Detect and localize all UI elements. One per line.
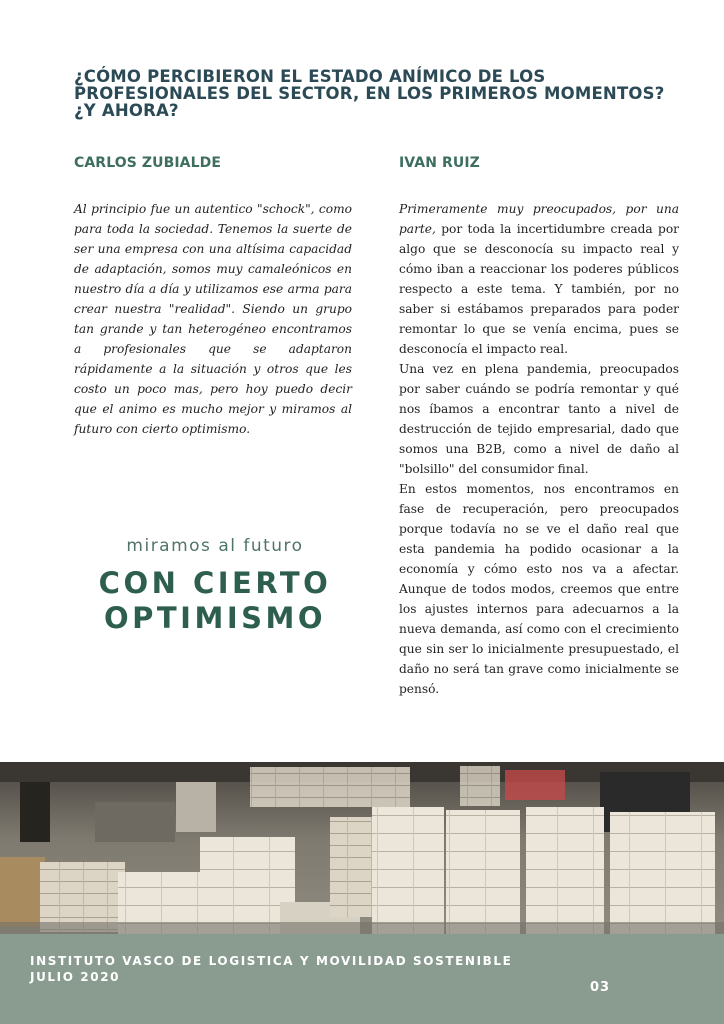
pull-quote-small: miramos al futuro — [126, 536, 304, 556]
pull-quote-big: CON CIERTO OPTIMISMO — [98, 566, 332, 635]
question-heading: ¿CÓMO PERCIBIERON EL ESTADO ANÍMICO DE LOS PROFESIONALES DEL SECTOR, EN LOS PRIMEROS MOMENTOS? ¿Y AHORA? — [74, 67, 665, 120]
warehouse-photo — [0, 762, 724, 934]
right-answer-paragraph-1 — [399, 199, 679, 359]
page-number: 03 — [590, 980, 611, 995]
interviewee-name-right: IVAN RUIZ — [399, 155, 480, 171]
right-answer-text — [399, 199, 679, 699]
right-answer-p1-rest: por toda la incertidumbre creada por algo que se desconocía su impacto real y cómo iban a reaccionar los poderes públicos respecto a este tema. Y también, por no saber si estábamos preparados para poder remontar lo que se venía encima, pues se desconocía el impacto real. — [399, 222, 679, 356]
footer-organization: INSTITUTO VASCO DE LOGISTICA Y MOVILIDAD SOSTENIBLE — [30, 954, 513, 968]
left-answer-text: Al principio fue un autentico "schock", como para toda la sociedad. Tenemos la suerte de ser una empresa con una altísima capacidad de adaptación, somos muy camaleónicos en nuestro día a día y utilizamos ese arma para crear nuestra "realidad". Siendo un grupo tan grande y tan heterogéneo encontramos a profesionales que se adaptaron rápidamente a la situación y otros que les costo un poco mas, pero hoy puedo decir que el animo es mucho mejor y miramos al futuro con cierto optimismo. — [74, 202, 352, 436]
right-answer-italic-lead: Primeramente muy preocupados, por una parte, — [399, 202, 679, 236]
footer-bar — [0, 934, 724, 1024]
warehouse-photo-illustration — [0, 762, 724, 934]
footer-date: JULIO 2020 — [30, 970, 121, 984]
right-answer-paragraph-3: En estos momentos, nos encontramos en fase de recuperación, pero preocupados porque todavía no se ve el daño real que esta pandemia ha podido ocasionar a la economía y cómo esto nos va a afectar. Aunque de todos modos, creemos que entre los ajustes internos para adecuarnos a la nueva demanda, así como con el crecimiento que sin ser lo inicialmente presupuestado, el daño no será tan grave como inicialmente se pensó. — [399, 482, 679, 696]
right-answer-paragraph-2: Una vez en plena pandemia, preocupados por saber cuándo se podría remontar y qué nos íbamos a encontrar tanto a nivel de destrucción de tejido empresarial, dado que somos una B2B, como a nivel de daño al "bolsillo" del consumidor final. — [399, 362, 679, 476]
interviewee-name-left: CARLOS ZUBIALDE — [74, 155, 222, 171]
